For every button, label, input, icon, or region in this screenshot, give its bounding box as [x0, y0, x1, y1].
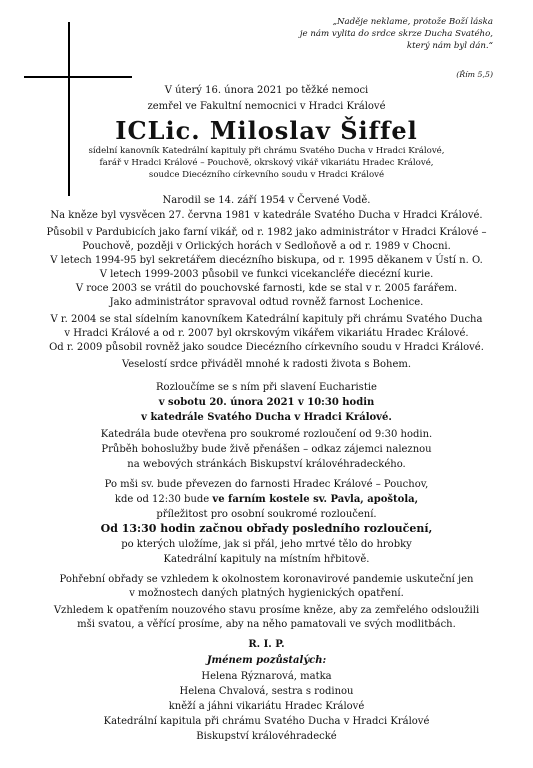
pouchov-ceremony: Od 13:30 hodin začnou obřady posledního rozloučení,: [100, 522, 433, 535]
bio-line: V letech 1994-95 byl sekretářem diecézního biskupa, od r. 1995 děkanem v Ústí n. O.: [50, 255, 483, 266]
quote-line: je nám vylita do srdce skrze Ducha Svatého,: [299, 29, 493, 39]
bible-quote: [263, 16, 493, 52]
rip: R. I. P.: [248, 639, 285, 650]
pouchov-line: Katedrální kapituly na místním hřbitově.: [163, 554, 370, 565]
bio-line: Veselostí srdce přiváděl mnohé k radosti života s Bohem.: [121, 359, 412, 370]
farewell-date: v sobotu 20. února 2021 v 10:30 hodin: [158, 397, 375, 408]
bio-line: V letech 1999-2003 působil ve funkci vicekancléře diecézní kurie.: [99, 269, 434, 280]
mourner: Helena Chvalová, sestra s rodinou: [179, 686, 354, 697]
bio-line: Pouchově, později v Orlických horách v Sedloňově a od r. 1989 v Chocni.: [82, 241, 451, 252]
mourner: kněží a jáhni vikariátu Hradec Králové: [168, 701, 365, 712]
title-line: soudce Diecézního církevního soudu v Hradci Králové: [148, 170, 385, 180]
pouchov-line: Po mši sv. bude převezen do farnosti Hradec Králové – Pouchov,: [104, 479, 429, 490]
bio-line: V roce 2003 se vrátil do pouchovské farnosti, kde se stal v r. 2005 farářem.: [75, 283, 458, 294]
title-line: sídelní kanovník Katedrální kapituly při chrámu Svatého Ducha v Hradci Králové,: [88, 146, 445, 156]
bio-line: Na kněze byl vysvěcen 27. června 1981 v katedrále Svatého Ducha v Hradci Králové.: [50, 210, 483, 221]
mourner: Biskupství královéhradecké: [196, 731, 337, 742]
farewell-detail: Katedrála bude otevřena pro soukromé rozloučení od 9:30 hodin.: [100, 429, 433, 440]
farewell-intro: Rozloučíme se s ním při slavení Eucharistie: [156, 382, 377, 393]
pouchov-line: po kterých uložíme, jak si přál, jeho mrtvé tělo do hrobky: [121, 539, 412, 550]
title-line: farář v Hradci Králové – Pouchově, okrskový vikář vikariátu Hradec Králové,: [99, 158, 434, 168]
bio-line: Od r. 2009 působil rovněž jako soudce Diecézního církevního soudu v Hradci Králové.: [49, 342, 484, 353]
intro-line: V úterý 16. února 2021 po těžké nemoci: [164, 85, 369, 96]
bio-line: Jako administrátor spravoval odtud rovněž farnost Lochenice.: [109, 297, 424, 308]
pouchov-line: příležitost pro osobní soukromé rozloučení.: [156, 509, 377, 520]
note-line: Pohřební obřady se vzhledem k okolnostem koronavirové pandemie uskuteční jen: [59, 574, 474, 585]
pouchov-line-text: kde od 12:30 bude: [114, 494, 213, 505]
bio-line: v Hradci Králové a od r. 2007 byl okrskovým vikářem vikariátu Hradec Králové.: [64, 328, 469, 339]
farewell-detail: Průběh bohoslužby bude živě přenášen – odkaz zájemci naleznou: [101, 444, 432, 455]
note-line: mši svatou, a věřící prosíme, aby na něho pamatovali ve svých modlitbách.: [77, 619, 456, 630]
bio-line: Působil v Pardubicích jako farní vikář, od r. 1982 jako administrátor v Hradci Králové –: [46, 227, 487, 238]
bio-line: Narodil se 14. září 1954 v Červené Vodě.: [162, 195, 371, 206]
pouchov-church: ve farním kostele sv. Pavla, apoštola,: [212, 494, 419, 505]
quote-line: „Naděje neklame, protože Boží láska: [332, 17, 493, 27]
quote-reference: (Řím 5,5): [456, 70, 493, 79]
mourner: Helena Rýznarová, matka: [201, 671, 332, 682]
intro-line: zemřel ve Fakultní nemocnici v Hradci Králové: [147, 101, 386, 112]
farewell-place: v katedrále Svatého Ducha v Hradci Králové.: [141, 412, 392, 423]
note-line: v možnostech daných platných hygienických opatření.: [129, 588, 404, 599]
mourners-heading: Jménem pozůstalých:: [206, 655, 327, 666]
cross-horizontal: [24, 76, 132, 78]
pouchov-line: [0, 493, 533, 506]
note-line: Vzhledem k opatřením nouzového stavu prosíme kněze, aby za zemřelého odsloužili: [53, 605, 480, 616]
quote-line: který nám byl dán.“: [406, 41, 493, 51]
farewell-detail: na webových stránkách Biskupství královéhradeckého.: [127, 459, 406, 470]
mourner: Katedrální kapitula při chrámu Svatého Ducha v Hradci Králové: [103, 716, 430, 727]
bio-line: V r. 2004 se stal sídelním kanovníkem Katedrální kapituly při chrámu Svatého Ducha: [50, 314, 483, 325]
deceased-name: ICLic. Miloslav Šiffel: [115, 116, 418, 145]
